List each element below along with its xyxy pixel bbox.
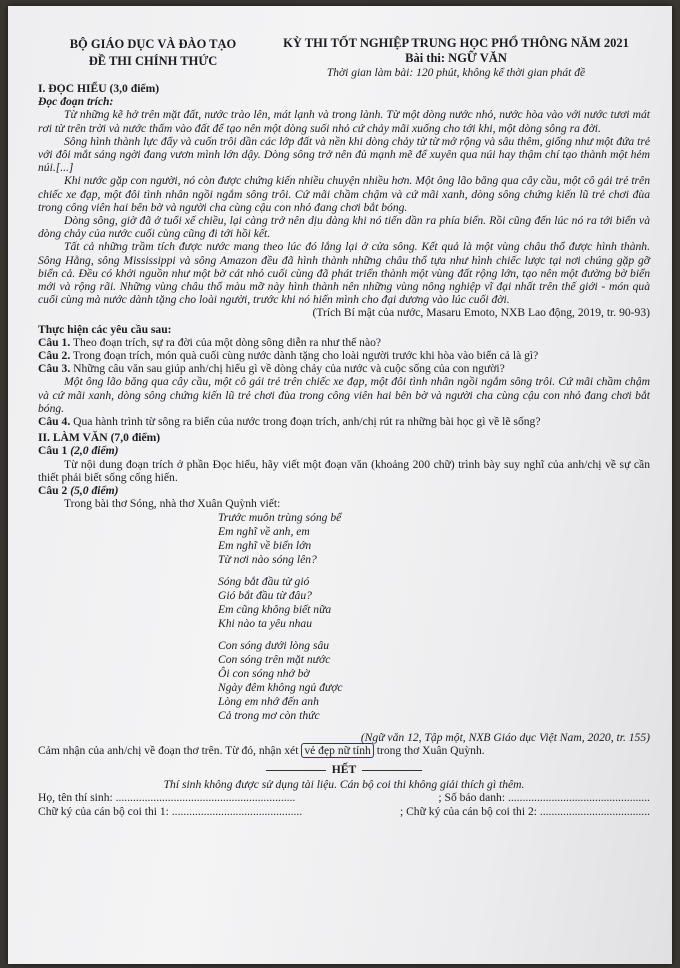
c1-heading xyxy=(38,444,650,457)
question-text: Trong đoạn trích, món quà cuối cùng nước dành tặng cho loài người trước khi hòa vào biển cả là gì? xyxy=(72,349,539,363)
poem-line: Con sóng trên mặt nước xyxy=(218,652,331,666)
header-right xyxy=(266,36,646,81)
question-text: Những câu văn sau giúp anh/chị hiểu gì về dòng chảy của nước và cuộc sống của con người? xyxy=(73,362,505,376)
divider xyxy=(266,770,326,771)
poem-line: Em nghĩ về anh, em xyxy=(218,524,310,538)
official-label: ĐỀ THI CHÍNH THỨC xyxy=(88,54,218,68)
exam-note: Thí sinh không được sử dụng tài liệu. Cán bộ coi thi không giải thích gì thêm. xyxy=(163,778,525,792)
poem-line: Sóng bắt đầu từ gió xyxy=(218,574,310,588)
passage-paragraph: Sông hình thành lực đẩy và cuốn trôi dần các lớp đất và nền khi dòng chảy từ từ mở rộng và sâu thêm, giống như một đứa trẻ với đôi mắt sáng ngời đang vươn mình lớn dậy. Dòng sông trở nên đủ mạnh mẽ để xuyên qua núi hay thậm chí tạo thành một hẻm núi.[...] xyxy=(38,134,650,175)
poem-line: Trước muôn trùng sóng bể xyxy=(218,510,342,524)
candidate-info xyxy=(38,791,650,804)
poem-stanza xyxy=(218,639,650,723)
handwritten-box-highlight: vẻ đẹp nữ tính xyxy=(301,743,374,758)
part1-heading: I. ĐỌC HIỂU (3,0 điểm) xyxy=(38,82,160,95)
subject: Bài thi: NGỮ VĂN xyxy=(405,51,507,65)
c2-heading xyxy=(38,484,650,497)
exam-body xyxy=(38,82,650,818)
question-label: Câu 3. xyxy=(38,362,71,376)
candidate-number-field: ; Số báo danh: ................................................. xyxy=(438,791,650,805)
passage-paragraph: Tất cả những trầm tích được nước mang theo lúc đó lắng lại ở cửa sông. Kết quả là một vùng châu thổ được hình thành. Sông Hằng, sông Mississippi và sông Amazon đều đã hình thành những châu thổ tựa như hình chiếc lược tại nơi chúng gặp gỡ biển cả. Đều có khởi nguồn như một bờ cát nhỏ cuối cùng đã phát triển thành một vùng đất rộng lớn, tạo nên một đường bờ biển mới và rộng rãi. Những vùng châu thổ màu mỡ này hình thành nên những vùng nông nghiệp vĩ đại nhất trên thế giới - món quà cuối cùng mà nước dành tặng cho loài người, trước khi nó hiến mình cho đại dương vào lúc cuối đời. xyxy=(38,240,650,307)
c2-task-text: Cảm nhận của anh/chị về đoạn thơ trên. Từ đó, nhận xét xyxy=(38,743,299,757)
c2-label: Câu 2 xyxy=(38,484,68,498)
poem-line: Cả trong mơ còn thức xyxy=(218,708,320,722)
candidate-name-field: Họ, tên thí sinh: .............................................................. xyxy=(38,791,296,805)
header-left xyxy=(48,36,258,70)
passage-paragraph: Từ những kẽ hở trên mặt đất, nước trào lên, mát lạnh và trong lành. Từ một dòng nước nhỏ, nước hòa vào với nước tươi mát rơi từ trên trời và nước thấm vào đất để tạo nên một dòng suối nhỏ cứ chảy mãi xuống cho tới khi, một dòng sông ra đời. xyxy=(38,108,650,135)
poem-line: Gió bắt đầu từ đâu? xyxy=(218,588,312,602)
question-text: Theo đoạn trích, sự ra đời của một dòng sông diễn ra như thế nào? xyxy=(72,335,382,349)
passage-source: (Trích Bí mật của nước, Masaru Emoto, NXB Lao động, 2019, tr. 90-93) xyxy=(312,306,650,320)
c1-text: Từ nội dung đoạn trích ở phần Đọc hiểu, hãy viết một đoạn văn (khoảng 200 chữ) trình bày suy nghĩ của anh/chị về sự cần thiết phải biết sống cống hiến. xyxy=(38,457,650,484)
c1-label: Câu 1 xyxy=(38,444,68,458)
poem-line: Lòng em nhớ đến anh xyxy=(218,694,319,708)
question-4 xyxy=(38,415,650,428)
exam-paper xyxy=(8,6,672,964)
c1-points: (2,0 điểm) xyxy=(70,444,119,458)
question-label: Câu 4. xyxy=(38,415,71,429)
poem-line: Em nghĩ về biển lớn xyxy=(218,538,312,552)
tasks-heading: Thực hiện các yêu cầu sau: xyxy=(38,322,172,336)
poem-line: Từ nơi nào sóng lên? xyxy=(218,552,317,566)
poem-line: Ngày đêm không ngủ được xyxy=(218,680,343,694)
poem-line: Ôi con sóng nhớ bờ xyxy=(218,666,310,680)
time-allowed: Thời gian làm bài: 120 phút, không kể thời gian phát đề xyxy=(326,67,586,79)
read-label: Đọc đoạn trích: xyxy=(38,95,114,109)
part2-heading: II. LÀM VĂN (7,0 điểm) xyxy=(38,431,161,445)
poem-stanza xyxy=(218,575,650,631)
poem-stanza xyxy=(218,511,650,567)
question-1 xyxy=(38,336,650,349)
question-label: Câu 1. xyxy=(38,335,71,349)
poem-line: Con sóng dưới lòng sâu xyxy=(218,638,330,652)
proctor-1-signature: Chữ ký của cán bộ coi thi 1: ............................................. xyxy=(38,804,303,818)
proctor-signatures xyxy=(38,805,650,818)
exam-title: KỲ THI TỐT NGHIỆP TRUNG HỌC PHỔ THÔNG NĂM 2021 xyxy=(283,36,629,50)
poem-line: Em cũng không biết nữa xyxy=(218,602,332,616)
poem xyxy=(218,511,650,723)
poem-line: Khi nào ta yêu nhau xyxy=(218,616,313,630)
question-2 xyxy=(38,349,650,362)
question-3-quote: Một ông lão băng qua cây cầu, một cô gái trẻ trên chiếc xe đạp, một đôi tình nhân ngồi ngắm sông trôi. Cứ mãi chầm chậm và cứ mãi xanh, dòng sông chứng kiến lũ trẻ chơi đùa trong công viên hai bên bờ và người cha cùng cậu con nhỏ đang chơi bắt bóng. xyxy=(38,375,650,415)
c2-points: (5,0 điểm) xyxy=(70,484,119,498)
poem-source: (Ngữ văn 12, Tập một, NXB Giáo dục Việt Nam, 2020, tr. 155) xyxy=(360,730,650,744)
c2-intro: Trong bài thơ Sóng, nhà thơ Xuân Quỳnh viết: xyxy=(64,497,281,511)
divider xyxy=(362,770,422,771)
proctor-2-signature: ; Chữ ký của cán bộ coi thi 2: ...................................... xyxy=(399,804,650,818)
ministry-name: BỘ GIÁO DỤC VÀ ĐÀO TẠO xyxy=(69,37,237,51)
c2-task-text: trong thơ Xuân Quỳnh. xyxy=(376,743,485,757)
c2-task xyxy=(38,744,650,757)
question-3 xyxy=(38,362,650,375)
end-marker xyxy=(38,763,650,776)
passage-paragraph: Khi nước gặp con người, nó còn được chứng kiến nhiều chuyện nhiều hơn. Một ông lão băng qua cây cầu, một cô gái trẻ trên chiếc xe đạp, một đôi tình nhân ngồi ngắm sông trôi. Cứ mãi chầm chậm và cứ mãi xanh, dòng sông chứng kiến lũ trẻ chơi đùa trong công viên hai bên bờ và người cha cùng cậu con nhỏ đang chơi bắt bóng. xyxy=(38,174,650,214)
passage-paragraph: Dòng sông, giờ đã ở tuổi xế chiều, lại càng trở nên dịu dàng khi nó tiến dần ra phía biển. Rồi cũng đến lúc nó ra tới biển và dòng chảy của nước cuối cùng cũng đi tới hồi kết. xyxy=(38,214,650,241)
end-text: HẾT xyxy=(331,762,357,776)
question-label: Câu 2. xyxy=(38,349,71,363)
question-text: Qua hành trình từ sông ra biển của nước trong đoạn trích, anh/chị rút ra những bài học gì về lẽ sống? xyxy=(73,415,541,429)
